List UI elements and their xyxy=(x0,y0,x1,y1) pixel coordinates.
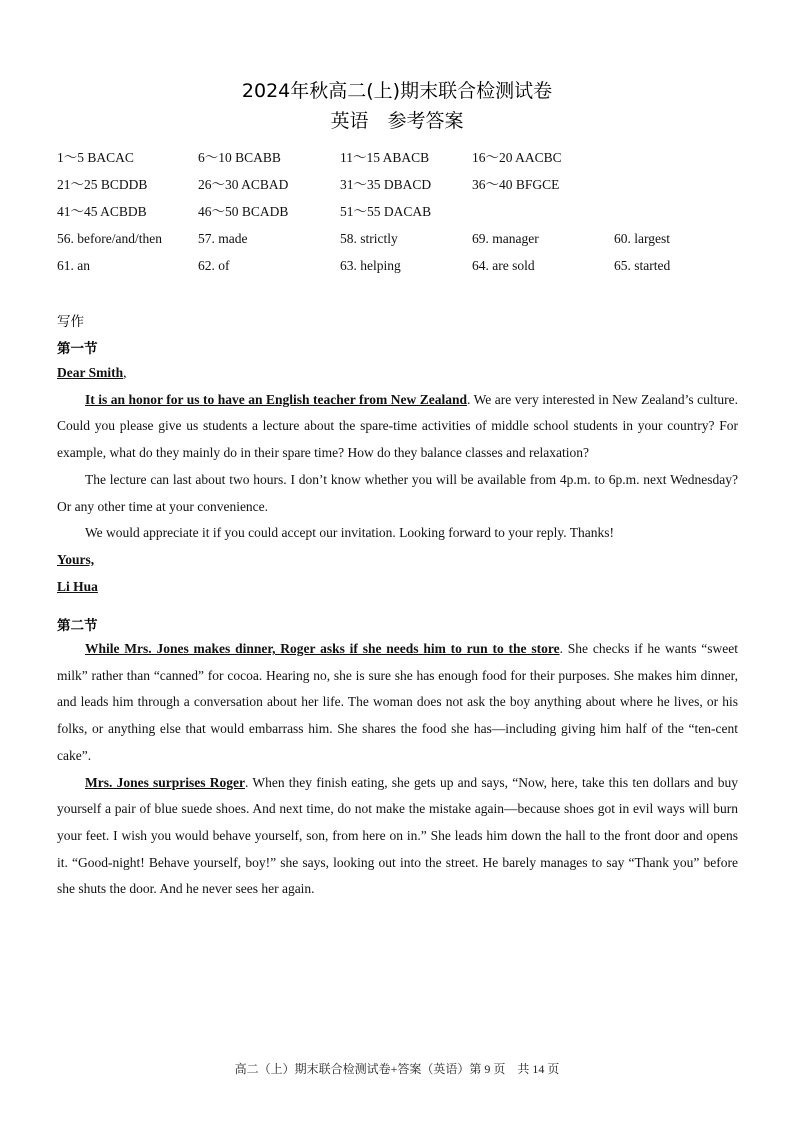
answer-row xyxy=(57,202,747,229)
answer-cell: 46～50 BCADB xyxy=(198,204,289,219)
given-opening-sentence: It is an honor for us to have an English teacher from New Zealand xyxy=(85,391,467,407)
letter-salutation xyxy=(57,360,738,387)
answer-cell: 31～35 DBACD xyxy=(340,177,432,192)
salutation-punct: , xyxy=(123,365,127,380)
letter-paragraph-1 xyxy=(57,387,738,467)
answer-cell: 51～55 DACAB xyxy=(340,204,432,219)
answer-row xyxy=(57,175,747,202)
continuation-paragraph-2 xyxy=(57,770,738,904)
model-letter xyxy=(57,360,738,600)
answer-row xyxy=(57,256,747,283)
answer-cell: 60. largest xyxy=(614,231,670,246)
exam-title: 2024年秋高二(上)期末联合检测试卷 xyxy=(241,80,553,102)
answer-cell: 21～25 BCDDB xyxy=(57,177,148,192)
answer-cell: 16～20 AACBC xyxy=(472,150,562,165)
answer-grid xyxy=(57,148,747,283)
answer-cell: 57. made xyxy=(198,231,248,246)
answer-cell: 26～30 ACBAD xyxy=(198,177,289,192)
paragraph-text: . When they finish eating, she gets up and says, “Now, here, take this ten dollars and buy yourself a pair of blue suede shoes. And next time, do not make the mistake again—because shoes got in evil ways will burn your feet. I wish you would behave yourself, son, from here on in.” She leads him down the hall to the front door and opens it. “Good-night! Behave yourself, boy!” she says, looking out into the street. He barely manages to say “Thank you” before she shuts the door. And he never sees her again. xyxy=(57,774,738,897)
answer-cell: 56. before/and/then xyxy=(57,231,162,246)
answer-cell: 6～10 BCABB xyxy=(198,150,281,165)
given-opening-sentence: Mrs. Jones surprises Roger xyxy=(85,774,245,790)
writing-label: 写作 xyxy=(57,314,84,330)
continuation-writing xyxy=(57,636,738,903)
answer-cell: 41～45 ACBDB xyxy=(57,204,147,219)
paragraph-text: . We are very interested in New Zealand’s culture. Could you please give us students a lecture about the spare-time activities of middle school students in your country? For example, what do they mainly do in their spare time? How do they balance classes and relaxation? xyxy=(57,391,739,461)
answer-cell: 64. are sold xyxy=(472,258,535,273)
answer-key-subtitle: 英语 参考答案 xyxy=(330,110,464,132)
answer-cell: 11～15 ABACB xyxy=(340,150,430,165)
salutation-text: Dear Smith xyxy=(57,365,124,380)
answer-cell: 58. strictly xyxy=(340,231,398,246)
continuation-paragraph-1 xyxy=(57,636,738,770)
answer-cell: 69. manager xyxy=(472,231,539,246)
answer-cell: 1～5 BACAC xyxy=(57,150,134,165)
answer-row xyxy=(57,229,747,256)
given-opening-sentence: While Mrs. Jones makes dinner, Roger asks if she needs him to run to the store xyxy=(85,641,560,656)
letter-closing: Yours, xyxy=(57,551,95,567)
answer-cell: 62. of xyxy=(198,258,230,273)
answer-cell: 61. an xyxy=(57,258,90,273)
answer-cell: 65. started xyxy=(614,258,671,273)
section-1-heading: 第一节 xyxy=(57,341,98,357)
letter-paragraph-2: The lecture can last about two hours. I don’t know whether you will be available from 4p.m. to 6p.m. next Wednesday? Or any other time at your convenience. xyxy=(57,471,738,514)
letter-signature: Li Hua xyxy=(57,578,98,594)
section-2-heading: 第二节 xyxy=(57,618,98,634)
answer-row xyxy=(57,148,747,175)
answer-cell: 63. helping xyxy=(340,258,401,273)
letter-paragraph-3: We would appreciate it if you could accept our invitation. Looking forward to your reply. Thanks! xyxy=(85,525,615,541)
answer-cell: 36～40 BFGCE xyxy=(472,177,560,192)
page-footer: 高二（上）期末联合检测试卷+答案（英语）第 9 页 共 14 页 xyxy=(234,1062,560,1076)
paragraph-text: . She checks if he wants “sweet milk” rather than “canned” for cocoa. Hearing no, she is sure she has enough food for their purposes. She makes him dinner, and leads him through a conversation about her life. The woman does not ask the boy anything about where he lives, or his folks, or anything else that would embarrass him. She shares the food she has—including giving him half of the “ten-cent cake”. xyxy=(57,641,738,763)
